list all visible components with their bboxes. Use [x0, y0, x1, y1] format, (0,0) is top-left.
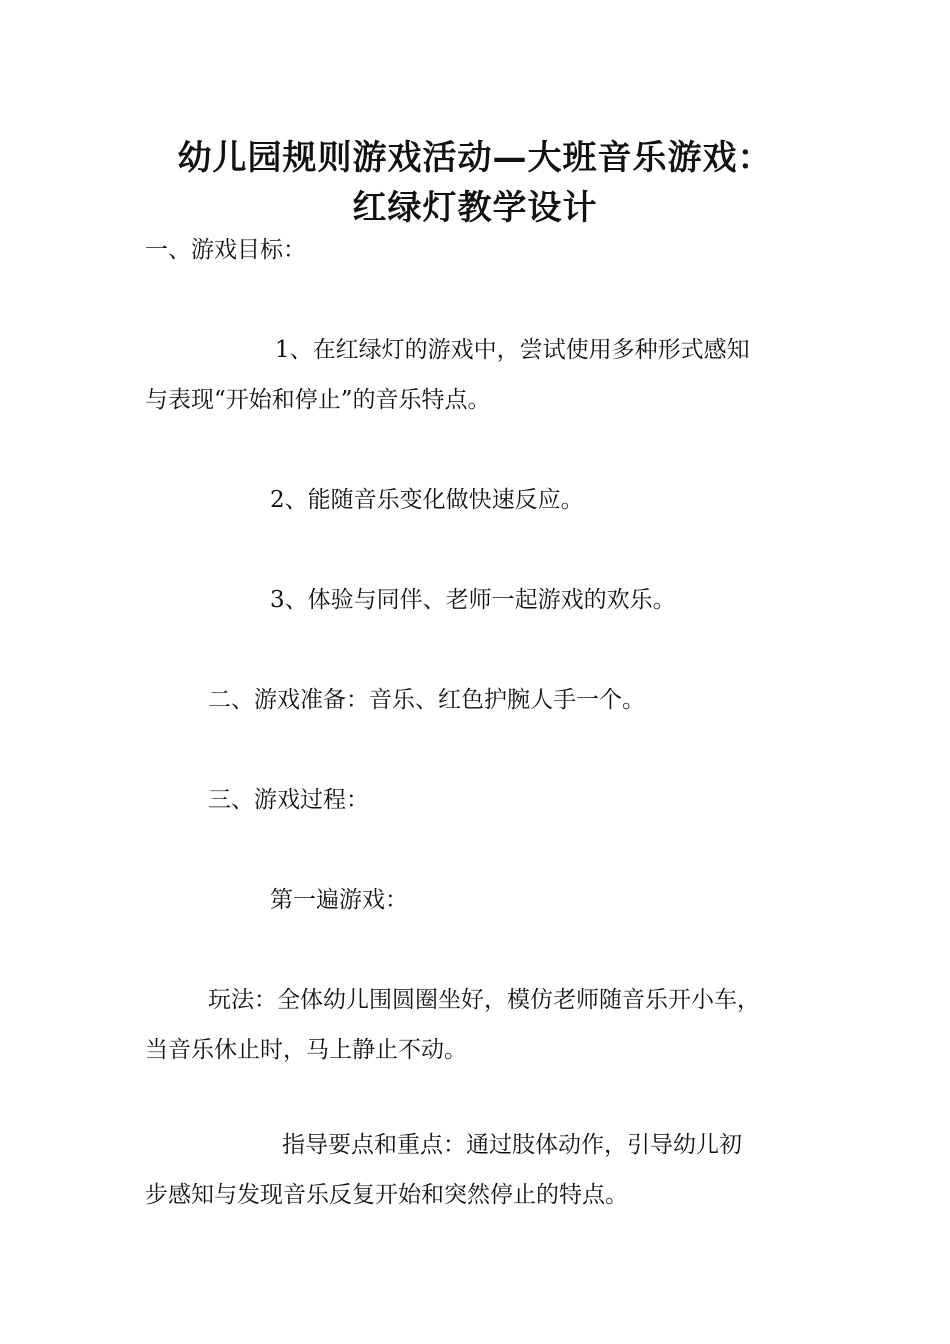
goal1-line2: 与表现“开始和停止”的音乐特点。 [145, 387, 491, 413]
document-title-line1: 幼儿园规则游戏活动—大班音乐游戏： [177, 138, 773, 178]
play-line1: 玩法：全体幼儿围圆圈坐好，模仿老师随音乐开小车， [208, 987, 760, 1013]
round1-heading: 第一遍游戏： [270, 887, 408, 913]
guide-line1: 指导要点和重点：通过肢体动作，引导幼儿初 [282, 1132, 742, 1158]
section3-heading: 三、游戏过程： [208, 787, 369, 813]
play-line2: 当音乐休止时，马上静止不动。 [145, 1037, 467, 1063]
goal3: 3、体验与同伴、老师一起游戏的欢乐。 [270, 587, 676, 613]
goal1-line1: 1、在红绿灯的游戏中，尝试使用多种形式感知 [275, 337, 750, 363]
section1-heading: 一、游戏目标： [145, 237, 306, 263]
section2: 二、游戏准备：音乐、红色护腕人手一个。 [208, 687, 645, 713]
goal2: 2、能随音乐变化做快速反应。 [270, 487, 584, 513]
guide-line2: 步感知与发现音乐反复开始和突然停止的特点。 [145, 1182, 628, 1208]
document-title-line2: 红绿灯教学设计 [352, 188, 598, 228]
